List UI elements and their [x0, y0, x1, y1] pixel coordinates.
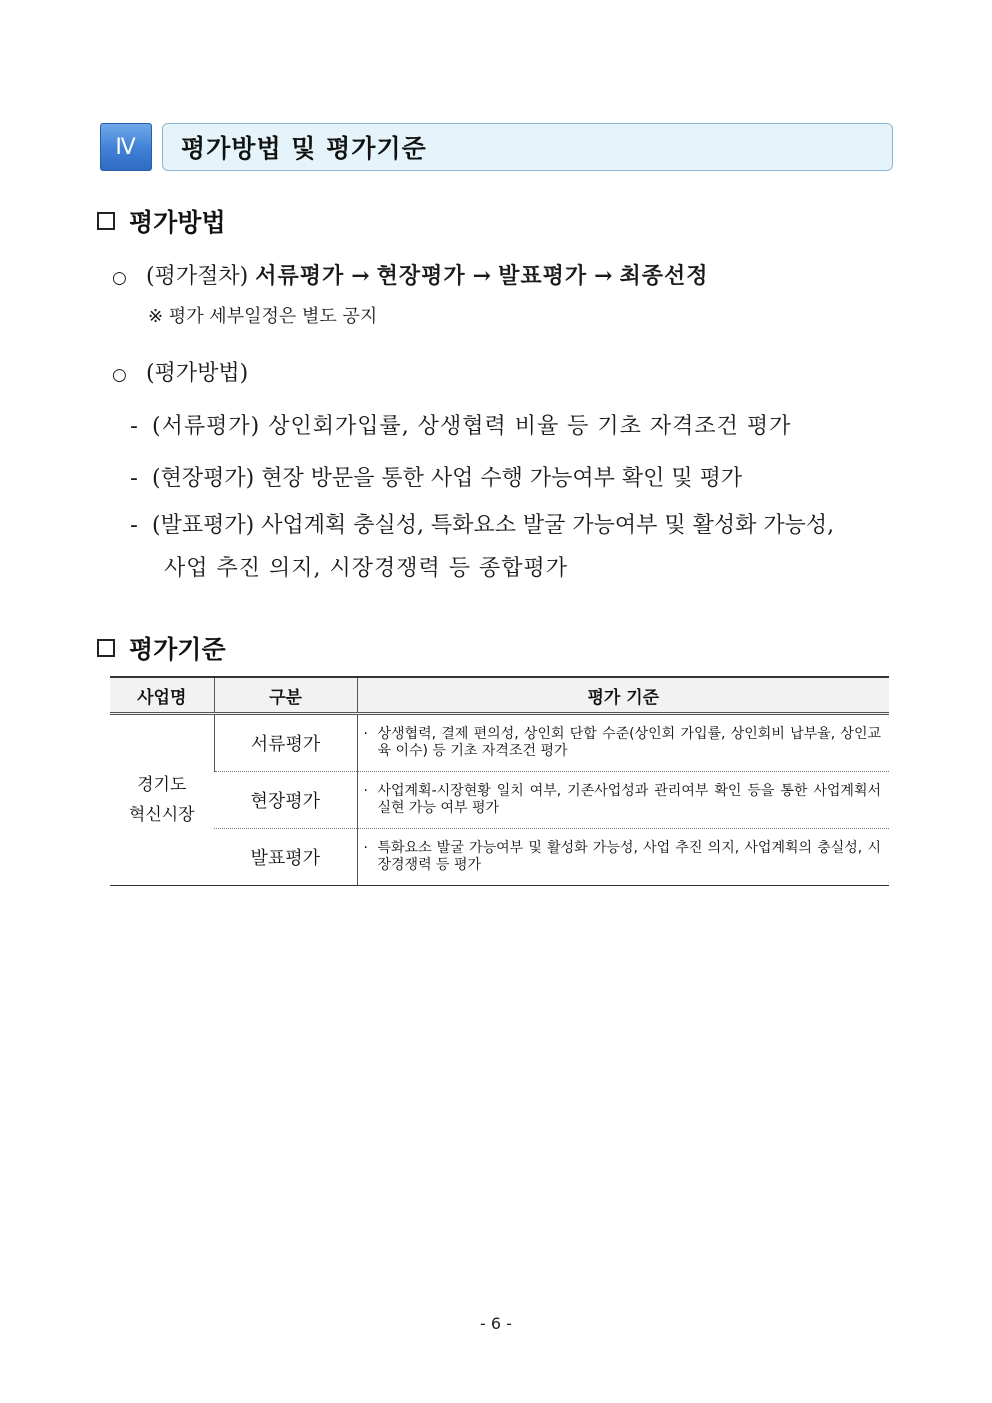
project-name-cell: [110, 714, 214, 886]
square-bullet-icon: [97, 212, 115, 230]
method-item-label: (발표평가): [152, 513, 255, 538]
dash-bullet-icon: -: [130, 414, 139, 439]
project-name-line1: 경기도: [137, 775, 187, 795]
section-heading-criteria-text: 평가기준: [129, 635, 226, 664]
criteria-cell: [357, 829, 889, 886]
header-category: 구분: [214, 677, 357, 714]
methods-label: (평가방법): [146, 361, 249, 386]
chapter-number-badge: Ⅳ: [100, 123, 152, 171]
chapter-header: [100, 123, 893, 171]
project-name-line2: 혁신시장: [128, 805, 195, 825]
method-item-text: 상인회가입률, 상생협력 비율 등 기초 자격조건 평가: [268, 414, 792, 439]
method-item-document: [130, 409, 791, 440]
procedure-label: (평가절차): [146, 264, 249, 289]
table-row: [110, 829, 889, 886]
procedure-step-1: 서류평가: [255, 263, 345, 289]
section-heading-method: [97, 203, 226, 239]
arrow-right-icon: →: [472, 263, 492, 289]
dot-bullet-icon: ·: [363, 840, 368, 856]
table-header-row: [110, 677, 889, 714]
category-cell: 현장평가: [214, 772, 357, 829]
criteria-cell: [357, 772, 889, 829]
method-item-text: 사업계획 충실성, 특화요소 발굴 가능여부 및 활성화 가능성,: [261, 513, 835, 538]
method-item-presentation-cont: 사업 추진 의지, 시장경쟁력 등 종합평가: [164, 556, 568, 581]
criteria-text: 특화요소 발굴 가능여부 및 활성화 가능성, 사업 추진 의지, 사업계획의 충실성, 시장경쟁력 등 평가: [377, 840, 881, 873]
arrow-right-icon: →: [594, 263, 613, 289]
table-row: [110, 772, 889, 829]
table-row: [110, 714, 889, 772]
circle-bullet-icon: ○: [112, 365, 127, 385]
procedure-step-3: 발표평가: [498, 263, 588, 289]
category-cell: 서류평가: [214, 714, 357, 772]
method-item-text: 현장 방문을 통한 사업 수행 가능여부 확인 및 평가: [261, 466, 743, 491]
section-heading-method-text: 평가방법: [129, 208, 226, 237]
procedure-step-4: 최종선정: [619, 263, 709, 289]
header-criteria: 평가 기준: [357, 677, 889, 714]
page-number: - 6 -: [480, 1314, 512, 1333]
circle-bullet-icon: ○: [112, 268, 127, 288]
category-cell: 발표평가: [214, 829, 357, 886]
procedure-step-2: 현장평가: [376, 263, 466, 289]
criteria-cell: [357, 714, 889, 772]
square-bullet-icon: [97, 639, 115, 657]
dash-bullet-icon: -: [130, 466, 138, 491]
chapter-title-box: [162, 123, 893, 171]
arrow-right-icon: →: [351, 263, 370, 289]
method-item-label: (현장평가): [152, 466, 255, 491]
criteria-table: [110, 676, 889, 886]
methods-line: [112, 356, 248, 387]
schedule-note: ※ 평가 세부일정은 별도 공지: [148, 306, 378, 327]
method-item-label: (서류평가): [152, 414, 261, 439]
dash-bullet-icon: -: [130, 513, 138, 538]
dot-bullet-icon: ·: [363, 783, 368, 799]
method-item-site: [130, 461, 742, 492]
method-item-presentation: [130, 508, 834, 539]
section-heading-criteria: [97, 630, 226, 666]
criteria-text: 사업계획-시장현황 일치 여부, 기존사업성과 관리여부 확인 등을 통한 사업계획서 실현 가능 여부 평가: [377, 783, 881, 816]
header-project: 사업명: [110, 677, 214, 714]
procedure-line: [112, 259, 709, 290]
criteria-text: 상생협력, 결제 편의성, 상인회 단합 수준(상인회 가입률, 상인회비 납부율, 상인교육 이수) 등 기초 자격조건 평가: [377, 726, 881, 759]
dot-bullet-icon: ·: [363, 726, 368, 742]
chapter-title: 평가방법 및 평가기준: [181, 134, 427, 163]
